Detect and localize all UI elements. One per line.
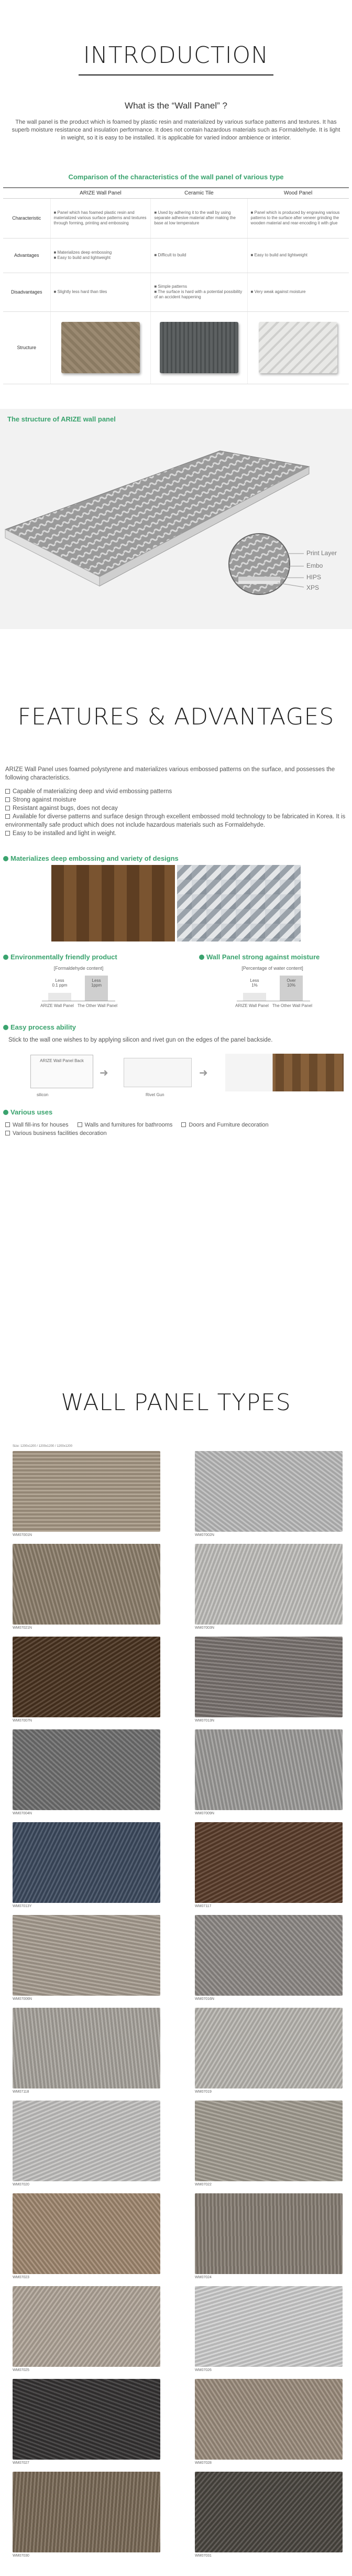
row-header: Characteristic: [3, 198, 50, 238]
panel-swatch: [13, 2193, 160, 2274]
table-cell: ■ Very weak against moisture: [247, 273, 349, 311]
checkbox-icon: [5, 831, 10, 836]
panel-swatch: [195, 1451, 343, 1532]
table-cell: ■ Slightly less hard than tiles: [50, 273, 151, 311]
moisture-bar-label: Less 1%: [250, 978, 259, 988]
panel-code: WM07117: [195, 1904, 212, 1908]
eco-bar-arize: [48, 993, 71, 1001]
panel-code: WM07027: [13, 2461, 29, 2465]
panel-back-label: ARIZE Wall Panel Back: [40, 1058, 84, 1063]
structure-title: The structure of ARIZE wall panel: [7, 415, 116, 423]
panel-swatch: [195, 1544, 343, 1625]
moisture-bar-label: Over 10%: [287, 978, 296, 988]
comparison-table: [3, 187, 349, 384]
eco-x-label: The Other Wall Panel: [77, 1003, 118, 1008]
panel-code: WM07006N: [13, 1997, 32, 2001]
wood-emboss-sample-image: [51, 865, 175, 941]
process-text: Stick to the wall one wishes to by applying silicon and rivet gun on the edges of the panel backside.: [8, 1037, 273, 1043]
eco-bar-chart: [42, 974, 115, 1001]
panel-code: WM07026: [195, 2368, 212, 2372]
list-item: Strong against moisture: [5, 796, 348, 804]
compare-title: Comparison of the characteristics of the wall panel of various type: [68, 173, 284, 181]
table-cell: ■ Difficult to build: [151, 238, 247, 273]
layer-label-hips: HIPS: [306, 573, 322, 581]
panel-code: WM07031: [195, 2554, 212, 2558]
panel-code: WM07007N: [13, 1719, 32, 1723]
uses-list: [5, 1121, 351, 1138]
ceramic-tile-sample-image: [160, 322, 238, 373]
wood-panel-sample-image: [259, 322, 337, 373]
structure-section: [0, 409, 352, 629]
check-circle-icon: [3, 856, 8, 861]
panel-swatch: [195, 1915, 343, 1996]
intro-section: [0, 0, 352, 634]
layer-label-print: Print Layer: [306, 549, 337, 557]
table-row: [3, 238, 349, 273]
table-corner: [3, 188, 50, 198]
panel-code: WM07002N: [195, 1533, 214, 1537]
types-section: [0, 1311, 352, 2576]
panel-code: WM07118: [13, 2090, 29, 2094]
panel-code: WM07022: [195, 2183, 212, 2187]
arrow-right-icon: ➜: [199, 1067, 208, 1079]
table-cell: ■ Used by adhering it to the wall by using separate adhesive material after making the base at low temperature: [151, 198, 247, 238]
intro-question: What is the “Wall Panel” ?: [125, 101, 227, 111]
triangle-emboss-sample-image: [177, 865, 301, 941]
table-cell: ■ Materializes deep embossing ■ Easy to build and lightweight: [50, 238, 151, 273]
panel-code: WM07013N: [195, 1719, 214, 1723]
panel-swatch: [13, 1729, 160, 1810]
panel-code: WM07009N: [195, 1812, 214, 1815]
panel-swatch: [13, 1637, 160, 1717]
panel-swatch: [195, 1729, 343, 1810]
panel-structure-illustration: [0, 419, 352, 629]
checkbox-icon: [5, 789, 10, 794]
list-item: Easy to be installed and light in weight.: [5, 829, 348, 838]
panel-code: WM07004N: [13, 1812, 32, 1815]
panel-code: WM07030: [13, 2554, 29, 2558]
intro-title-underline: [79, 74, 273, 75]
types-title: WALL PANEL TYPES: [61, 1389, 291, 1416]
row-header: Advantages: [3, 238, 50, 273]
list-item: Doors and Furniture decoration: [181, 1122, 268, 1128]
list-item: Available for diverse patterns and surface design through excellent embossed mold technology to be fabricated in Korea. It is environmentally safe product which does not include hazardous materials such as Formaldehyde.: [5, 814, 346, 828]
panel-swatch: [13, 1822, 160, 1903]
panel-code: WM07001N: [13, 1533, 32, 1537]
list-item: Various business facilities decoration: [5, 1130, 107, 1137]
row-header: Structure: [3, 311, 50, 384]
checkbox-icon: [5, 814, 10, 819]
size-note: Size: 1200x1200 / 1200x1200 / 1200x1200: [13, 1445, 73, 1448]
panel-code: WM07016N: [195, 1997, 214, 2001]
layer-label-embo: Embo: [306, 562, 323, 569]
table-cell: ■ Panel which is produced by engraving various patterns to the surface after veneer grinding the wooden material and rear-encoding it with glue: [247, 198, 349, 238]
uses-heading: Various uses: [3, 1108, 52, 1116]
checkbox-icon: [78, 1122, 82, 1127]
features-list: [5, 787, 348, 838]
panel-back-illustration: [30, 1055, 93, 1088]
panel-swatch: [13, 1451, 160, 1532]
row-header: Disadvantages: [3, 273, 50, 311]
check-circle-icon: [3, 1025, 8, 1030]
checkbox-icon: [5, 1131, 10, 1135]
rivet-gun-illustration: [124, 1058, 192, 1087]
table-row: [3, 198, 349, 238]
list-item: Resistant against bugs, does not decay: [5, 804, 348, 813]
check-circle-icon: [3, 955, 8, 960]
arrow-right-icon: ➜: [100, 1067, 108, 1079]
features-section: [0, 634, 352, 1311]
list-item: Wall fill-ins for houses: [5, 1122, 69, 1128]
panel-code: WM07019: [195, 2090, 212, 2094]
moisture-bar-arize: [243, 993, 266, 1001]
moisture-bar-chart: [237, 974, 310, 1001]
check-circle-icon: [3, 1110, 8, 1115]
panel-swatch: [195, 1822, 343, 1903]
panel-swatch: [13, 2379, 160, 2460]
moisture-x-label: The Other Wall Panel: [272, 1003, 313, 1008]
panel-swatch: [195, 2101, 343, 2181]
panel-code: WM07024: [195, 2276, 212, 2279]
eco-bar-label: Less 1ppm: [91, 978, 102, 988]
intro-title: INTRODUCTION: [83, 42, 269, 69]
panel-code: WM07023: [13, 2276, 29, 2279]
panel-swatch: [195, 1637, 343, 1717]
panel-swatch: [195, 2008, 343, 2088]
panel-code: WM07013Y: [13, 1904, 32, 1908]
panel-swatch: [195, 2472, 343, 2552]
rivet-gun-label: Rivet Gun: [146, 1092, 164, 1097]
panel-swatch: [13, 1915, 160, 1996]
moisture-x-label: ARIZE Wall Panel: [235, 1003, 269, 1008]
table-cell: [247, 311, 349, 384]
column-header: Wood Panel: [247, 188, 349, 198]
panel-code: WM07025: [13, 2368, 29, 2372]
eco-x-label: ARIZE Wall Panel: [40, 1003, 74, 1008]
panel-code: WM07021N: [13, 1626, 32, 1630]
panel-swatch: [13, 2472, 160, 2552]
checkbox-icon: [5, 797, 10, 802]
installed-wall-illustration: [225, 1054, 344, 1091]
features-title: FEATURES & ADVANTAGES: [17, 703, 335, 730]
checkbox-icon: [5, 806, 10, 810]
column-header: Ceramic Tile: [151, 188, 247, 198]
intro-paragraph: The wall panel is the product which is foamed by plastic resin and materialized by various surface patterns and textures. It has superb moisture resistance and insulation performance. It does not contain hazardous materials such as Formaldehyde. It is light in weight, so it is easy to be installed. It is applicable for varied indoor ambience or interior.: [12, 119, 340, 141]
table-cell: ■ Easy to build and lightweight: [247, 238, 349, 273]
panel-swatch: [13, 2286, 160, 2367]
features-lead: ARIZE Wall Panel uses foamed polystyrene and materializes various embossed patterns on the surface, and possesses the following characteristics.: [5, 766, 335, 781]
panel-swatch: [13, 2008, 160, 2088]
silicon-label: silicon: [37, 1092, 49, 1097]
panel-code: WM07020: [13, 2183, 29, 2187]
panel-grid: [0, 1451, 352, 2573]
check-circle-icon: [199, 955, 204, 960]
panel-swatch: [195, 2286, 343, 2367]
panel-swatch: [13, 2101, 160, 2181]
layer-label-xps: XPS: [306, 584, 320, 591]
list-item: Capable of materializing deep and vivid embossing patterns: [5, 787, 348, 796]
eco-caption: [Formaldehyde content]: [53, 966, 104, 971]
eco-heading: Environmentally friendly product: [3, 953, 117, 961]
panel-code: WM07028: [195, 2461, 212, 2465]
panel-code: WM07003N: [195, 1626, 214, 1630]
checkbox-icon: [5, 1122, 10, 1127]
process-heading: Easy process ability: [3, 1023, 76, 1031]
table-cell: [50, 311, 151, 384]
panel-swatch: [13, 1544, 160, 1625]
table-cell: [151, 311, 247, 384]
table-row: [3, 311, 349, 384]
panel-swatch: [195, 2379, 343, 2460]
table-cell: ■ Panel which has foamed plastic resin and materialized various surface patterns and textures through forming, printing and embossing: [50, 198, 151, 238]
eco-bar-label: Less 0.1 ppm: [52, 978, 68, 988]
table-row: [3, 273, 349, 311]
checkbox-icon: [181, 1122, 186, 1127]
emboss-heading: Materializes deep embossing and variety of designs: [3, 854, 179, 862]
moisture-caption: [Percentage of water content]: [241, 966, 303, 971]
panel-swatch: [195, 2193, 343, 2274]
moisture-heading: Wall Panel strong against moisture: [199, 953, 320, 961]
arize-wall-panel-sample-image: [61, 322, 140, 373]
table-cell: ■ Simple patterns ■ The surface is hard with a potential possibility of an accident happening: [151, 273, 247, 311]
list-item: Walls and furnitures for bathrooms: [78, 1122, 173, 1128]
column-header: ARIZE Wall Panel: [50, 188, 151, 198]
